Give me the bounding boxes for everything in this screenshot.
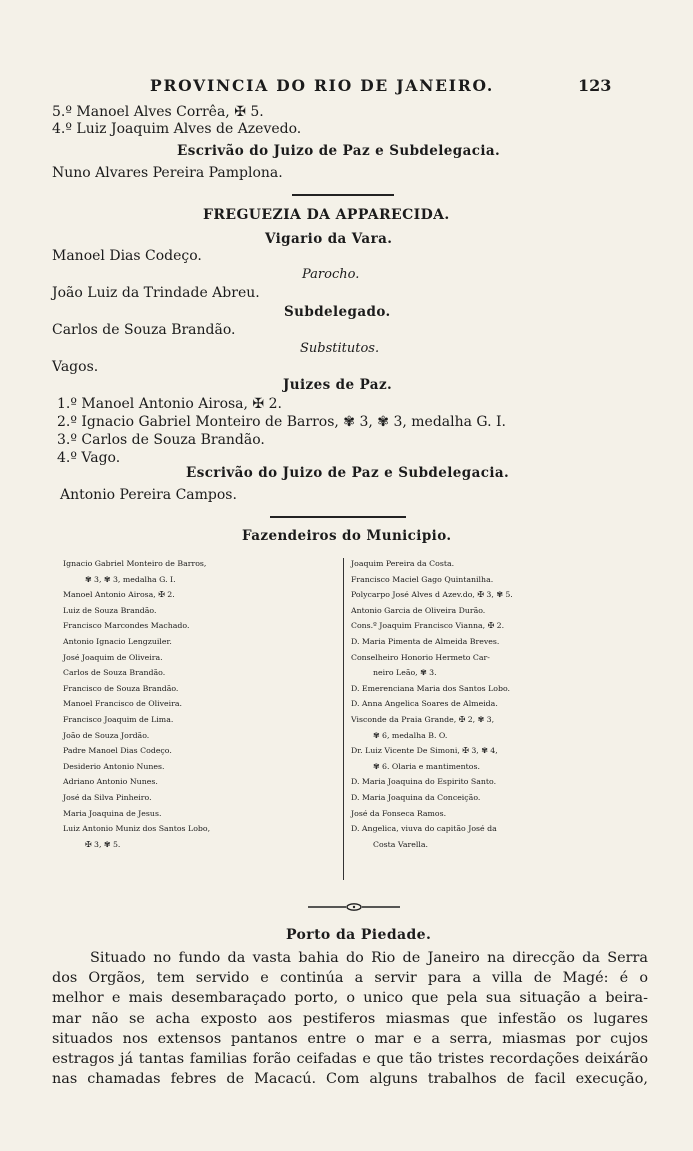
fazendeiro-right-line: Polycarpo José Alves d Azev.do, ✠ 3, ✾ 5. bbox=[351, 590, 513, 600]
fazendeiro-left-line: Manoel Antonio Airosa, ✠ 2. bbox=[63, 590, 175, 600]
ornamental-divider bbox=[308, 902, 400, 912]
juiz-entry-4: 4.º Luiz Joaquim Alves de Azevedo. bbox=[52, 121, 302, 137]
fazendeiro-left-line: Francisco Joaquim de Lima. bbox=[63, 714, 174, 724]
porto-heading: Porto da Piedade. bbox=[286, 927, 432, 943]
running-header bbox=[0, 76, 693, 98]
substitutos-heading: Substitutos. bbox=[300, 341, 380, 356]
fazendeiro-right-line: D. Emerenciana Maria dos Santos Lobo. bbox=[351, 683, 511, 693]
porto-line: mar não se acha exposto aos pestiferos miasmas que infestão os lugares bbox=[52, 1010, 648, 1027]
fazendeiro-left-line: ✾ 3, ✾ 3, medalha G. I. bbox=[85, 574, 176, 584]
fazendeiro-right-line: Costa Varella. bbox=[373, 839, 428, 849]
parocho-heading: Parocho. bbox=[302, 267, 360, 282]
fazendeiro-left-line: Luiz de Souza Brandão. bbox=[63, 605, 157, 615]
escrivao-name-top: Nuno Alvares Pereira Pamplona. bbox=[52, 165, 283, 181]
page-number: 123 bbox=[578, 76, 612, 95]
fazendeiro-left-line: Luiz Antonio Muniz dos Santos Lobo, bbox=[63, 824, 211, 834]
fazendeiro-left-line: Antonio Ignacio Lengzuiler. bbox=[63, 636, 172, 646]
porto-line: situados nos extensos pantanos entre o mar e a serra, miasmas por cujos bbox=[52, 1030, 648, 1047]
escrivao-heading-top: Escrivão do Juizo de Paz e Subdelegacia. bbox=[177, 143, 501, 159]
fazendeiro-left-line: José da Silva Pinheiro. bbox=[63, 792, 152, 802]
fazendeiro-left-line: ✠ 3, ✾ 5. bbox=[85, 839, 121, 849]
fazendeiro-left-line: José Joaquim de Oliveira. bbox=[63, 652, 163, 662]
fazendeiro-left-line: João de Souza Jordão. bbox=[63, 730, 150, 740]
porto-line: Situado no fundo da vasta bahia do Rio de Janeiro na direcção da Serra bbox=[90, 950, 648, 966]
section-rule bbox=[270, 516, 406, 518]
fazendeiros-left-column bbox=[63, 556, 345, 852]
fazendeiro-right-line: Antonio Garcia de Oliveira Durão. bbox=[351, 605, 486, 615]
porto-line: estragos já tantas familias forão ceifadas e que tão tristes recordações deixárão bbox=[52, 1051, 648, 1068]
vigario-heading: Vigario da Vara. bbox=[265, 231, 393, 247]
fazendeiro-left-line: Desiderio Antonio Nunes. bbox=[63, 761, 165, 771]
juiz-entry-5: 5.º Manoel Alves Corrêa, ✠ 5. bbox=[52, 104, 264, 120]
fazendeiros-heading: Fazendeiros do Municipio. bbox=[242, 528, 452, 544]
fazendeiro-right-line: Dr. Luiz Vicente De Simoni, ✠ 3, ✾ 4, bbox=[351, 746, 498, 756]
subdelegado-name: Carlos de Souza Brandão. bbox=[52, 322, 236, 338]
fazendeiro-right-line: Visconde da Praia Grande, ✠ 2, ✾ 3, bbox=[351, 714, 495, 724]
fazendeiro-left-line: Maria Joaquina de Jesus. bbox=[63, 808, 162, 818]
juiz-item: 4.º Vago. bbox=[57, 450, 121, 466]
fazendeiro-left-line: Carlos de Souza Brandão. bbox=[63, 668, 166, 678]
fazendeiro-right-line: ✾ 6, medalha B. O. bbox=[373, 730, 448, 740]
fazendeiro-right-line: José da Fonseca Ramos. bbox=[351, 808, 447, 818]
fazendeiro-right-line: Francisco Maciel Gago Quintanilha. bbox=[351, 574, 494, 584]
freguezia-title: FREGUEZIA DA APPARECIDA. bbox=[203, 207, 450, 223]
substitutos-name: Vagos. bbox=[52, 359, 99, 375]
fazendeiro-right-line: D. Maria Joaquina da Conceição. bbox=[351, 792, 481, 802]
fazendeiros-right-column bbox=[351, 556, 651, 852]
fazendeiro-right-line: D. Maria Pimenta de Almeida Breves. bbox=[351, 636, 500, 646]
fazendeiro-right-line: Joaquim Pereira da Costa. bbox=[351, 559, 455, 568]
porto-line: melhor e mais desembaraçado porto, o unico que pela sua situação a beira- bbox=[52, 990, 648, 1007]
porto-line: dos Orgãos, tem servido e continúa a servir para a villa de Magé: é o bbox=[52, 970, 648, 987]
subdelegado-heading: Subdelegado. bbox=[284, 304, 391, 320]
fazendeiro-left-line: Francisco Marcondes Machado. bbox=[63, 621, 190, 631]
section-rule bbox=[292, 194, 394, 196]
fazendeiro-left-line: Francisco de Souza Brandão. bbox=[63, 683, 179, 693]
fazendeiro-right-line: D. Maria Joaquina do Espirito Santo. bbox=[351, 777, 497, 787]
juiz-item: 2.º Ignacio Gabriel Monteiro de Barros, ✾ 3, ✾ 3, medalha G. I. bbox=[57, 414, 506, 430]
fazendeiro-right-line: D. Angelica, viuva do capitão José da bbox=[351, 824, 497, 834]
juiz-item: 3.º Carlos de Souza Brandão. bbox=[57, 432, 265, 448]
juizes-heading: Juizes de Paz. bbox=[283, 377, 393, 393]
fazendeiro-left-line: Adriano Antonio Nunes. bbox=[63, 777, 158, 787]
fazendeiro-left-line: Padre Manoel Dias Codeço. bbox=[63, 746, 172, 756]
escrivao-heading: Escrivão do Juizo de Paz e Subdelegacia. bbox=[186, 465, 510, 481]
porto-line: nas chamadas febres de Macacú. Com alguns trabalhos de facil execução, bbox=[52, 1071, 648, 1088]
porto-paragraph bbox=[52, 948, 648, 1089]
fazendeiro-left-line: Manoel Francisco de Oliveira. bbox=[63, 699, 182, 709]
fazendeiro-right-line: Cons.º Joaquim Francisco Vianna, ✠ 2. bbox=[351, 621, 505, 631]
fazendeiro-right-line: neiro Leão, ✾ 3. bbox=[373, 668, 437, 678]
fazendeiro-right-line: ✾ 6. Olaria e mantimentos. bbox=[373, 761, 480, 771]
fazendeiro-right-line: Conselheiro Honorio Hermeto Car- bbox=[351, 652, 490, 662]
juiz-item: 1.º Manoel Antonio Airosa, ✠ 2. bbox=[57, 396, 282, 412]
fazendeiro-left-line: Ignacio Gabriel Monteiro de Barros, bbox=[63, 559, 207, 568]
vigario-name: Manoel Dias Codeço. bbox=[52, 248, 202, 264]
column-divider bbox=[343, 558, 344, 880]
fazendeiro-right-line: D. Anna Angelica Soares de Almeida. bbox=[351, 699, 498, 709]
parocho-name: João Luiz da Trindade Abreu. bbox=[52, 285, 260, 301]
running-title: PROVINCIA DO RIO DE JANEIRO. bbox=[150, 76, 495, 95]
escrivao-name: Antonio Pereira Campos. bbox=[60, 487, 237, 503]
